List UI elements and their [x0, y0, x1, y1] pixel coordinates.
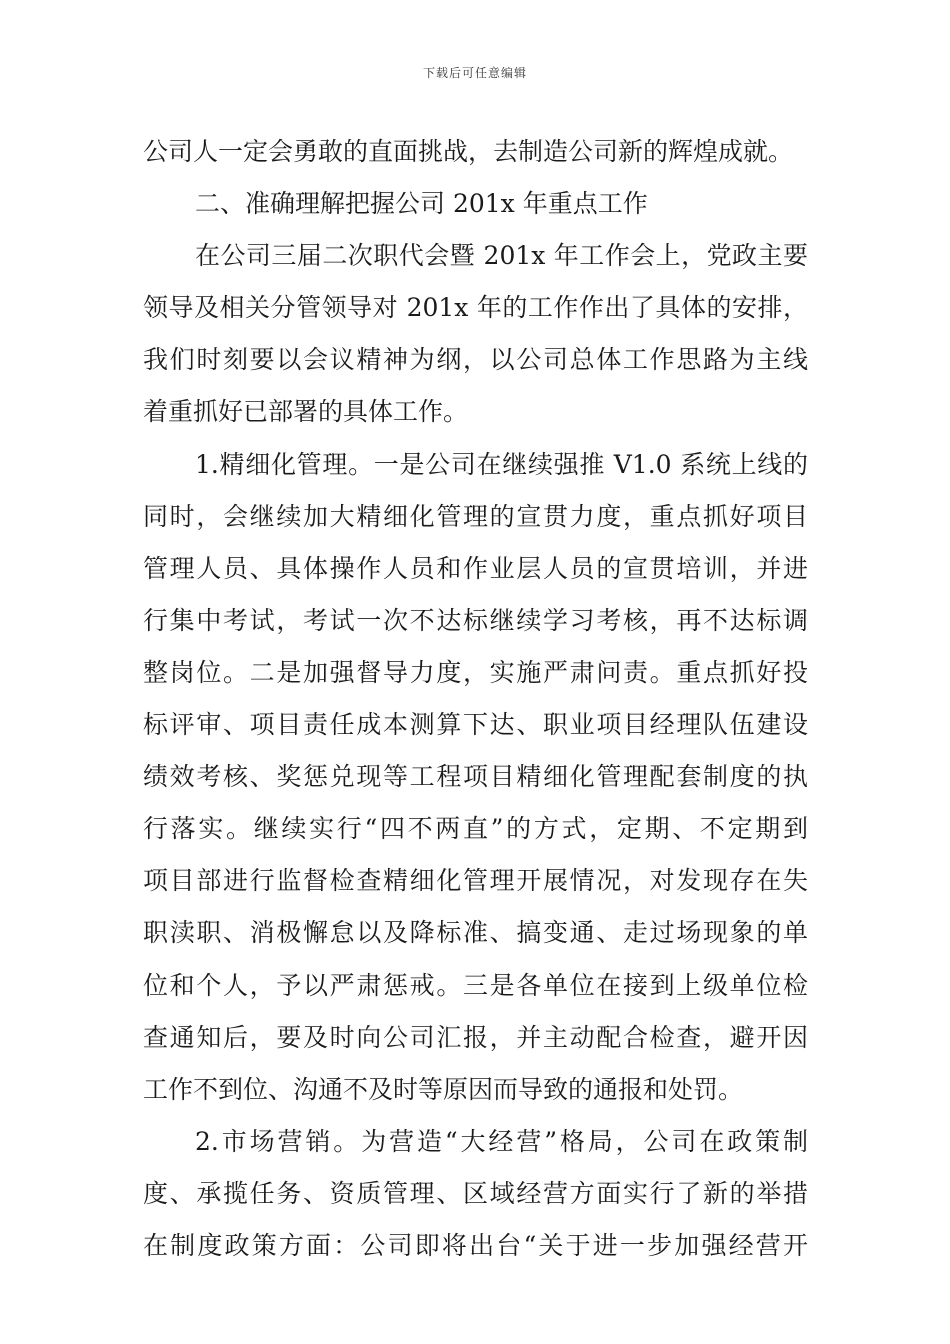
text-line: 标评审、项目责任成本测算下达、职业项目经理队伍建设 [143, 710, 808, 740]
text-line: 管理人员、具体操作人员和作业层人员的宣贯培训，并进 [143, 553, 808, 583]
text-line: 同时，会继续加大精细化管理的宣贯力度，重点抓好项目 [143, 501, 808, 531]
text-line: 整岗位。二是加强督导力度，实施严肃问责。重点抓好投 [143, 657, 808, 687]
text-line: 度、承揽任务、资质管理、区域经营方面实行了新的举措 [143, 1178, 808, 1208]
document-body [143, 126, 808, 1272]
text-line: 2.市场营销。为营造“大经营”格局，公司在政策制 [195, 1126, 808, 1156]
text-line: 着重抓好已部署的具体工作。 [143, 397, 469, 427]
text-line: 二、准确理解把握公司 201x 年重点工作 [195, 189, 648, 219]
text-line: 在制度政策方面：公司即将出台“关于进一步加强经营开 [143, 1230, 808, 1260]
text-line: 职渎职、消极懈怠以及降标准、搞变通、走过场现象的单 [143, 918, 808, 948]
page-header: 下载后可任意编辑 [422, 66, 527, 80]
text-line: 位和个人，予以严肃惩戒。三是各单位在接到上级单位检 [143, 970, 808, 1000]
text-line: 绩效考核、奖惩兑现等工程项目精细化管理配套制度的执 [143, 762, 808, 792]
text-line: 查通知后，要及时向公司汇报，并主动配合检查，避开因 [143, 1022, 808, 1052]
text-line: 公司人一定会勇敢的直面挑战，去制造公司新的辉煌成就。 [143, 137, 794, 166]
text-line: 在公司三届二次职代会暨 201x 年工作会上，党政主要 [195, 241, 808, 271]
text-line: 行落实。继续实行“四不两直”的方式，定期、不定期到 [143, 814, 808, 844]
text-line: 1.精细化管理。一是公司在继续强推 V1.0 系统上线的 [195, 449, 808, 479]
text-line: 工作不到位、沟通不及时等原因而导致的通报和处罚。 [143, 1074, 744, 1104]
text-line: 领导及相关分管领导对 201x 年的工作作出了具体的安排， [143, 293, 808, 323]
text-line: 行集中考试，考试一次不达标继续学习考核，再不达标调 [143, 605, 808, 635]
text-line: 项目部进行监督检查精细化管理开展情况，对发现存在失 [143, 866, 808, 896]
text-line: 我们时刻要以会议精神为纲，以公司总体工作思路为主线 [143, 345, 808, 375]
